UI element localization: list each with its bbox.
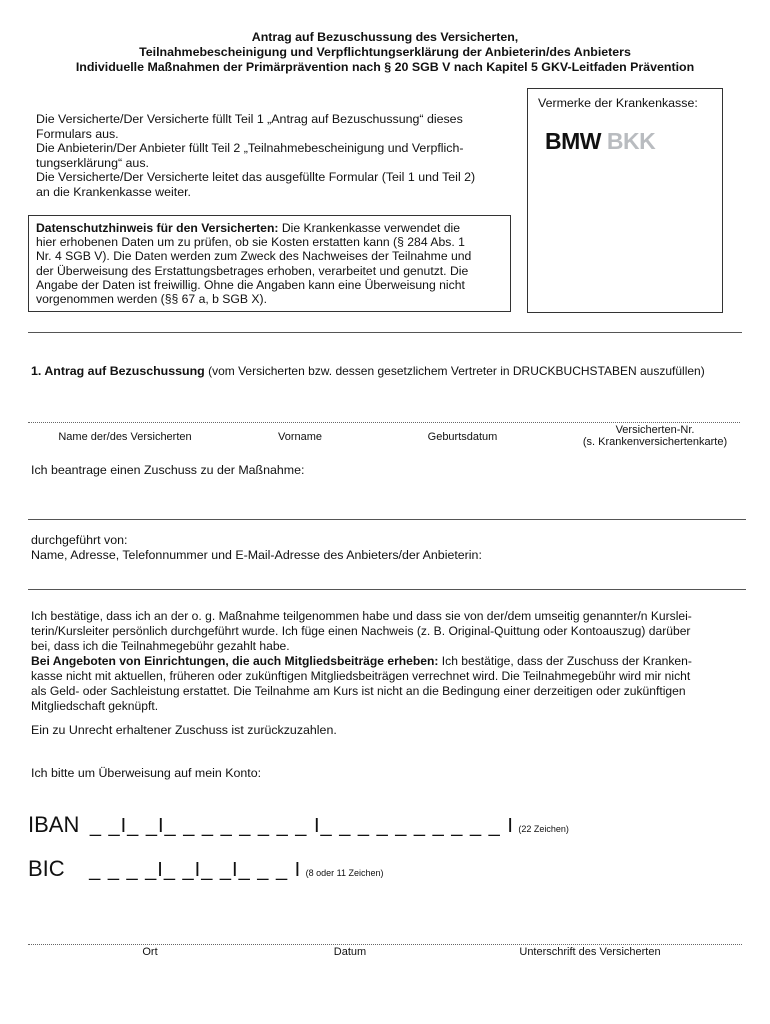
privacy-line (36, 221, 503, 235)
section-1-title: 1. Antrag auf Bezuschussung (31, 364, 205, 378)
confirm-line: als Geld- oder Sachleistung erstattet. Die Teilnahme am Kurs ist nicht an die Bedingung einer derzeitigen oder zukünftigen (31, 684, 686, 698)
privacy-line: vorgenommen werden (§§ 67 a, b SGB X). (36, 292, 268, 307)
unterschrift-label: Unterschrift des Versicherten (519, 946, 661, 958)
intro-line: Die Versicherte/Der Versicherte leitet das ausgefüllte Formular (Teil 1 und Teil 2) (36, 170, 476, 185)
refund-note: Ein zu Unrecht erhaltener Zuschuss ist zurückzuzahlen. (31, 723, 337, 737)
section-1-note: (vom Versicherten bzw. dessen gesetzlichem Vertreter in DRUCKBUCHSTABEN auszufüllen) (204, 364, 705, 378)
privacy-line: Nr. 4 SGB V). Die Daten werden zum Zweck des Nachweises der Teilnahme und (36, 249, 472, 264)
title-line-3: Individuelle Maßnahmen der Primärprävention nach § 20 SGB V nach Kapitel 5 GKV-Leitfaden Prävention (75, 60, 695, 74)
geburtsdatum-field-label: Geburtsdatum (427, 431, 498, 443)
intro-text (36, 112, 516, 200)
bic-note: (8 oder 11 Zeichen) (305, 868, 384, 878)
bic-row (28, 856, 384, 882)
title-line-2: Teilnahmebescheinigung und Verpflichtungserklärung der Anbieterin/des Anbieters (139, 45, 631, 59)
privacy-line: der Überweisung des Erstattungsbetrages erhoben, verarbeitet und genutzt. Die (36, 263, 469, 278)
personal-data-input-line[interactable] (28, 422, 740, 423)
confirmation-text (31, 609, 746, 714)
datum-label: Datum (333, 946, 367, 958)
provider-label (31, 533, 482, 563)
intro-line: an die Krankenkasse weiter. (36, 184, 191, 199)
versicherten-nr-line: Versicherten-Nr. (615, 424, 695, 436)
name-field-label: Name der/des Versicherten (58, 431, 192, 443)
iban-input[interactable]: _ _I_ _I_ _ _ _ _ _ _ _ I_ _ _ _ _ _ _ _ _ _ I (89, 815, 514, 837)
intro-line: Die Anbieterin/Der Anbieter füllt Teil 2 „Teilnahmebescheinigung und Verpflich- (36, 141, 464, 156)
provider-label-line: Name, Adresse, Telefonnummer und E-Mail-Adresse des Anbieters/der Anbieterin: (31, 548, 482, 562)
title-line-1: Antrag auf Bezuschussung des Versicherten, (251, 30, 519, 44)
intro-line: Die Versicherte/Der Versicherte füllt Teil 1 „Antrag auf Bezuschussung“ dieses (36, 112, 463, 126)
logo-bmw: BMW (545, 128, 601, 154)
intro-line: Formulars aus. (36, 126, 119, 141)
insurer-notes-label: Vermerke der Krankenkasse: (538, 96, 698, 110)
privacy-text: Die Krankenkasse verwendet die (278, 221, 461, 235)
ort-label: Ort (142, 946, 158, 958)
iban-label: IBAN (28, 812, 80, 837)
privacy-notice-box (28, 215, 511, 312)
versicherten-nr-label (555, 424, 755, 448)
confirm-line: kasse nicht mit aktuellen, früheren oder zukünftigen Mitgliedsbeiträgen verrechnet wird. Die Teilnahmegebühr wird mir nicht (31, 669, 691, 683)
confirm-line: terin/Kursleiter persönlich durchgeführt wurde. Ich füge einen Nachweis (z. B. Original-Quittung oder Kontoauszug) darüber (31, 624, 691, 638)
logo-bkk: BKK (606, 128, 656, 154)
insurer-notes-box[interactable] (527, 88, 723, 313)
massnahme-input-line[interactable] (28, 519, 746, 520)
intro-line: tungserklärung“ aus. (36, 155, 149, 170)
bmw-bkk-logo (545, 128, 655, 155)
privacy-heading: Datenschutzhinweis für den Versicherten: (36, 221, 279, 235)
zuschuss-label: Ich beantrage einen Zuschuss zu der Maßnahme: (31, 463, 305, 477)
privacy-line: Angabe der Daten ist freiwillig. Ohne die Angaben kann eine Überweisung nicht (36, 277, 465, 292)
bic-input[interactable]: _ _ _ _I_ _I_ _I_ _ _ I (89, 859, 302, 881)
membership-heading: Bei Angeboten von Einrichtungen, die auch Mitgliedsbeiträge erheben: (31, 654, 439, 668)
privacy-line: hier erhobenen Daten um zu prüfen, ob sie Kosten erstatten kann (§ 284 Abs. 1 (36, 235, 465, 250)
section-divider (28, 332, 742, 333)
iban-note: (22 Zeichen) (518, 824, 569, 834)
provider-label-line: durchgeführt von: (31, 533, 128, 547)
membership-text: Ich bestätige, dass der Zuschuss der Kranken- (438, 654, 692, 668)
form-title (0, 30, 770, 75)
confirm-line: Ich bestätige, dass ich an der o. g. Maßnahme teilgenommen habe und dass sie von der/dem umseitig genannter/n Kurslei- (31, 609, 692, 623)
confirm-line (31, 654, 746, 669)
transfer-request: Ich bitte um Überweisung auf mein Konto: (31, 766, 262, 780)
confirm-line: Mitgliedschaft geknüpft. (31, 699, 159, 713)
versicherten-nr-line: (s. Krankenversichertenkarte) (582, 436, 728, 448)
bic-label: BIC (28, 856, 65, 881)
iban-row (28, 812, 569, 838)
vorname-field-label: Vorname (277, 431, 323, 443)
provider-input-line[interactable] (28, 589, 746, 590)
confirm-line: bei, dass ich die Teilnahmegebühr gezahlt habe. (31, 639, 290, 653)
signature-input-line[interactable] (28, 944, 742, 945)
section-1-heading (31, 364, 705, 378)
